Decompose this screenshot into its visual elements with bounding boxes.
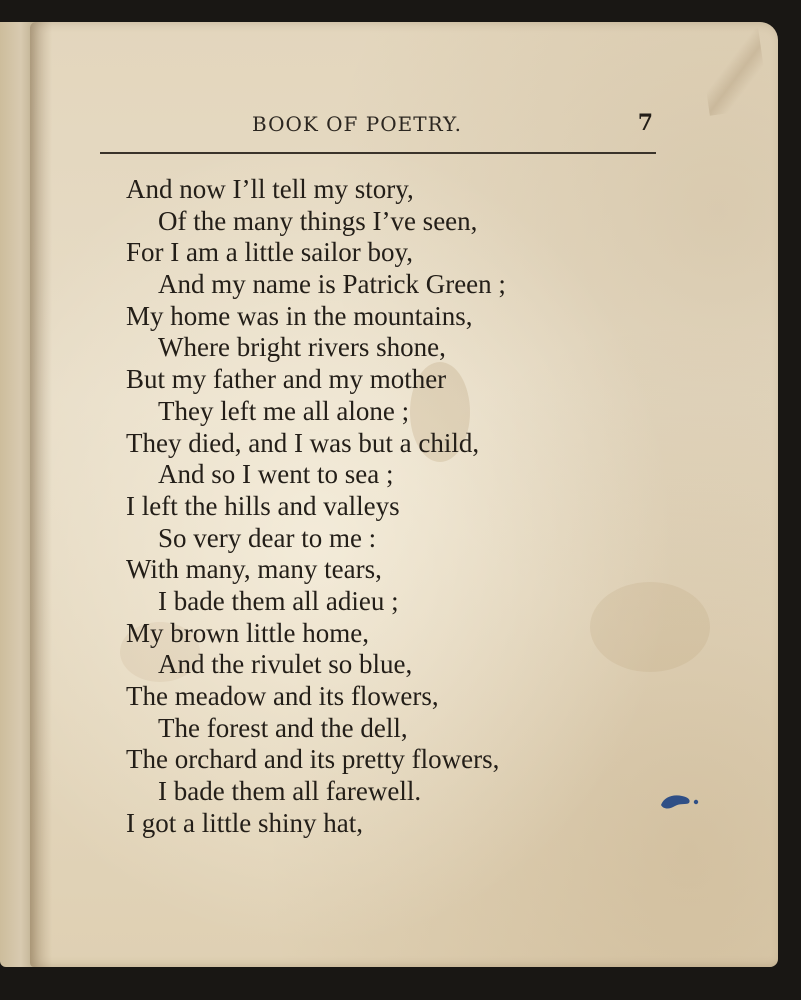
poem-line: I bade them all adieu ;: [158, 585, 399, 616]
poem-line: For I am a little sailor boy,: [126, 237, 413, 268]
poem-line: And now I’ll tell my story,: [126, 174, 414, 204]
poem-line: The meadow and its flowers,: [126, 681, 439, 711]
poem-line: They died, and I was but a child,: [126, 427, 480, 458]
poem-line: But my father and my mother: [126, 364, 447, 395]
page-header: [100, 110, 655, 150]
poem-line: And the rivulet so blue,: [158, 649, 413, 680]
page-number: 7: [637, 110, 653, 136]
poem-line: The forest and the dell,: [158, 712, 408, 743]
poem-line: So very dear to me :: [158, 522, 377, 553]
poem-body: [126, 174, 506, 839]
ink-blot-mark: [658, 788, 702, 812]
poem-line: With many, many tears,: [126, 554, 382, 585]
poem-line: My home was in the mountains,: [126, 300, 473, 331]
running-title: BOOK OF POETRY.: [252, 112, 463, 136]
poem-line: Where bright rivers shone,: [158, 332, 446, 363]
poem-line: They left me all alone ;: [158, 395, 410, 426]
poem-line: And so I went to sea ;: [158, 459, 394, 490]
book-page: [30, 22, 778, 967]
corner-fold: [699, 28, 770, 116]
poem-line: My brown little home,: [126, 617, 369, 648]
header-rule: [100, 152, 656, 154]
gutter-shadow: [30, 22, 52, 967]
poem-line: I got a little shiny hat,: [126, 807, 363, 838]
poem-line: I bade them all farewell.: [158, 776, 422, 807]
poem-line: The orchard and its pretty flowers,: [126, 744, 500, 775]
poem-line: Of the many things I’ve seen,: [158, 205, 478, 236]
poem-line: I left the hills and valleys: [126, 490, 400, 521]
paper-stain: [590, 582, 710, 672]
poem-line: And my name is Patrick Green ;: [158, 269, 506, 300]
